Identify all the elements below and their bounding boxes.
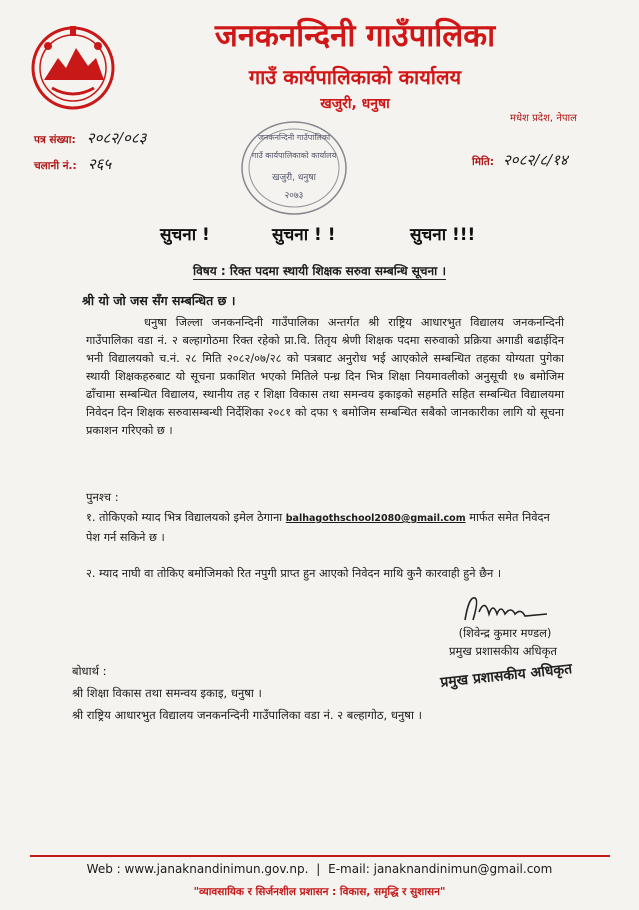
footer-divider bbox=[30, 855, 610, 857]
footer-separator: | bbox=[316, 862, 321, 876]
subject-line bbox=[0, 262, 639, 279]
stamp-line-2: गाउँ कार्यपालिकाको कार्यालय bbox=[251, 151, 337, 160]
cc-line-2: श्री राष्ट्रिय आधारभुत विद्यालय जनकनन्दिनी गाउँपालिका वडा नं. २ बल्हागोठ, धनुषा । bbox=[72, 708, 422, 722]
stamp-line-1: जनकनन्दिनी गाउँपालिका bbox=[257, 133, 331, 142]
footer-email[interactable]: E-mail: janaknandinimun@gmail.com bbox=[328, 862, 553, 876]
letter-number-label: पत्र संख्या: bbox=[34, 134, 76, 146]
notice-heading-row bbox=[0, 222, 639, 252]
cc-line-1: श्री शिक्षा विकास तथा समन्वय इकाइ, धनुषा । bbox=[72, 686, 262, 700]
office-title: गाउँ कार्यपालिकाको कार्यालय bbox=[248, 65, 462, 89]
stamp-line-3: खजुरी, धनुषा bbox=[272, 173, 316, 183]
municipality-title: जनकनन्दिनी गाउँपालिका bbox=[214, 18, 496, 54]
postscript-item-1-post: मार्फत समेत निवेदन पेश गर्न सकिने छ । bbox=[86, 511, 550, 544]
stamp-line-4: २०७३ bbox=[284, 191, 304, 201]
subject-text: विषय : रिक्त पदमा स्थायी शिक्षक सरुवा सम्बन्धि सूचना । bbox=[193, 264, 446, 278]
dispatch-number bbox=[34, 154, 111, 174]
office-stamp bbox=[238, 118, 350, 218]
signatory-name: (शिवेन्द्र कुमार मण्डल) bbox=[458, 626, 552, 640]
date-label: मिति: bbox=[472, 156, 494, 168]
province-label: मधेश प्रदेश, नेपाल bbox=[510, 113, 577, 124]
cc-label: बोधार्थ : bbox=[72, 664, 107, 678]
body-paragraph: धनुषा जिल्ला जनकनन्दिनी गाउँपालिका अन्तर्गत श्री राष्ट्रिय आधारभुत विद्यालय जनकनन्दिनी गाउँपालिका वडा नं. २ बल्हागोठमा रिक्त रहेको प्रा.वि. तितृय श्रेणी शिक्षक पदमा सरुवाको प्रक्रिया अगाडी बढाईदिन भनी विद्यालयको च.नं. २८ मिति २०८२/०७/२८ को पत्रबाट अनुरोध भई आएकोले सम्बन्धित तहका योग्यता पुगेका स्थायी शिक्षकहरुबाट यो सूचना प्रकाशित भएको मितिले पन्ध्र दिन भित्र शिक्षा नियमावलीको अनुसूची १७ बमोजिम ढाँचामा सम्बन्धित विद्यालय, स्थानीय तह र शिक्षा विकास तथा समन्वय इकाइको सहमति सहित सम्बन्धित विद्यालयमा निवेदन दिन शिक्षक सरुवासम्बन्धी निर्देशिका २०८१ को दफा ९ बमोजिम सम्बन्धित सबैको जानकारीका लागि यो सूचना प्रकाशन गरिएको छ । bbox=[86, 316, 564, 437]
signature bbox=[455, 590, 555, 628]
date-value: २०८२/८/१४ bbox=[503, 151, 568, 169]
notice-heading-1: सुचना ! bbox=[160, 225, 210, 245]
postscript-item-1 bbox=[86, 508, 564, 547]
salutation: श्री यो जो जस सँग सम्बन्धित छ । bbox=[82, 293, 236, 308]
notice-heading-2: सुचना ! ! bbox=[272, 225, 336, 245]
letter-number-value: २०८२/०८३ bbox=[86, 129, 147, 147]
notice-heading-3: सुचना !!! bbox=[410, 225, 476, 245]
footer-website[interactable]: Web : www.janaknandinimun.gov.np. bbox=[86, 862, 309, 876]
postscript-item-1-pre: १. तोकिएको म्याद भित्र विद्यालयको इमेल ठेगाना bbox=[86, 511, 283, 524]
footer-slogan: "व्यावसायिक र सिर्जनशील प्रशासन : विकास, समृद्धि र सुशासन" bbox=[193, 886, 446, 898]
postscript-label: पुनश्च : bbox=[86, 490, 119, 504]
school-email-link[interactable]: balhagothschool2080@gmail.com bbox=[285, 513, 466, 524]
office-location: खजुरी, धनुषा bbox=[320, 96, 390, 112]
signatory-stamp: प्रमुख प्रशासकीय अधिकृत bbox=[439, 661, 573, 691]
dispatch-number-label: चलानी नं.: bbox=[34, 160, 77, 172]
letter-number bbox=[34, 128, 146, 148]
footer-contact bbox=[0, 862, 639, 876]
dispatch-number-value: २६५ bbox=[87, 155, 112, 173]
nepal-emblem-logo bbox=[30, 22, 116, 114]
postscript-item-2: २. म्याद नाघी वा तोकिए बमोजिमको रित नपुगी प्राप्त हुन आएको निवेदन माथि कुनै कारवाही हुने छैन । bbox=[86, 567, 502, 580]
letter-date bbox=[472, 150, 568, 170]
signatory-title: प्रमुख प्रशासकीय अधिकृत bbox=[449, 644, 557, 658]
